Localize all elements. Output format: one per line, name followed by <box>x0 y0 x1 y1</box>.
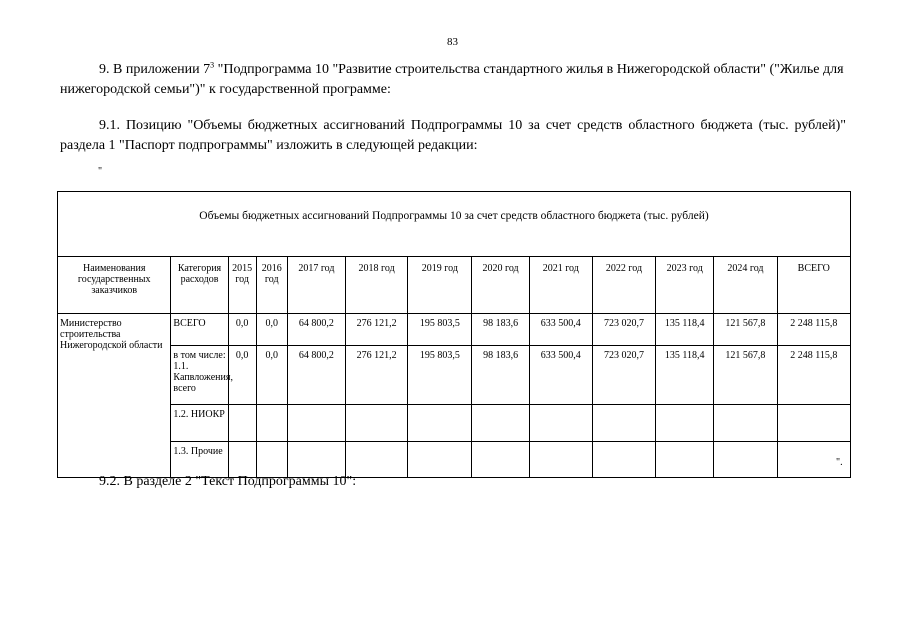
value-cell <box>714 405 777 442</box>
value-cell <box>346 405 408 442</box>
value-cell: 135 118,4 <box>656 314 714 346</box>
opening-quote: " <box>98 166 103 177</box>
value-cell: 98 183,6 <box>472 314 529 346</box>
header-cell: 2017 год <box>287 257 345 314</box>
header-cell: 2023 год <box>656 257 714 314</box>
header-cell: 2016 год <box>256 257 287 314</box>
category-cell: ВСЕГО <box>171 314 228 346</box>
organization-cell: Министерство строительства Нижегородской области <box>58 314 171 478</box>
header-cell: 2024 год <box>714 257 777 314</box>
paragraph-9 <box>60 60 846 100</box>
paragraph-9-2: 9.2. В разделе 2 "Текст Подпрограммы 10": <box>99 474 357 489</box>
value-cell: 64 800,2 <box>287 346 345 405</box>
value-cell <box>408 405 472 442</box>
table-row <box>58 346 851 405</box>
value-cell: 276 121,2 <box>346 346 408 405</box>
value-cell: 195 803,5 <box>408 346 472 405</box>
paragraph-9-superscript: 3 <box>210 60 215 70</box>
header-cell: Категория расходов <box>171 257 228 314</box>
value-cell: 633 500,4 <box>529 314 592 346</box>
header-cell: 2020 год <box>472 257 529 314</box>
value-cell <box>714 442 777 478</box>
value-cell <box>228 405 256 442</box>
value-cell <box>256 405 287 442</box>
value-cell: 0,0 <box>228 346 256 405</box>
value-cell: 98 183,6 <box>472 346 529 405</box>
value-cell: 121 567,8 <box>714 346 777 405</box>
table-row <box>58 405 851 442</box>
header-cell: ВСЕГО <box>777 257 850 314</box>
header-cell: 2019 год <box>408 257 472 314</box>
value-cell <box>472 442 529 478</box>
value-cell: 723 020,7 <box>592 314 655 346</box>
table-row <box>58 314 851 346</box>
value-cell <box>529 405 592 442</box>
value-cell <box>777 405 850 442</box>
budget-table-body <box>58 192 851 478</box>
value-cell: 2 248 115,8 <box>777 314 850 346</box>
closing-quote: ". <box>836 457 843 468</box>
category-cell: 1.3. Прочие <box>171 442 228 478</box>
value-cell <box>656 442 714 478</box>
paragraph-9-end: "Подпрограмма 10 "Развитие строительства стандартного жилья в Нижегородской области" ("Жилье для нижегородской семьи")" к государственной программе: <box>60 62 844 97</box>
value-cell: 121 567,8 <box>714 314 777 346</box>
category-cell: в том числе: 1.1. Капвложения, всего <box>171 346 228 405</box>
value-cell: 135 118,4 <box>656 346 714 405</box>
value-cell <box>287 405 345 442</box>
value-cell: 2 248 115,8 <box>777 346 850 405</box>
table-title-row <box>58 192 851 257</box>
header-cell: 2018 год <box>346 257 408 314</box>
header-cell: 2015 год <box>228 257 256 314</box>
value-cell <box>408 442 472 478</box>
value-cell <box>592 405 655 442</box>
paragraph-9-start: 9. В приложении 7 <box>99 62 211 77</box>
paragraph-9-1: 9.1. Позицию "Объемы бюджетных ассигнований Подпрограммы 10 за счет средств областного бюджета (тыс. рублей)" раздела 1 "Паспорт подпрограммы" изложить в следующей редакции: <box>60 118 846 153</box>
header-cell: 2021 год <box>529 257 592 314</box>
table-header-row <box>58 257 851 314</box>
value-cell: 0,0 <box>256 314 287 346</box>
value-cell: 195 803,5 <box>408 314 472 346</box>
value-cell: 64 800,2 <box>287 314 345 346</box>
value-cell: 276 121,2 <box>346 314 408 346</box>
header-cell: 2022 год <box>592 257 655 314</box>
value-cell: 723 020,7 <box>592 346 655 405</box>
header-cell: Наименования государственных заказчиков <box>58 257 171 314</box>
value-cell <box>529 442 592 478</box>
category-cell: 1.2. НИОКР <box>171 405 228 442</box>
value-cell: 0,0 <box>228 314 256 346</box>
value-cell: 633 500,4 <box>529 346 592 405</box>
page-number: 83 <box>447 36 458 48</box>
table-title: Объемы бюджетных ассигнований Подпрограммы 10 за счет средств областного бюджета (тыс. рублей) <box>58 192 851 257</box>
value-cell <box>592 442 655 478</box>
value-cell <box>656 405 714 442</box>
budget-table <box>57 191 851 478</box>
value-cell <box>472 405 529 442</box>
value-cell: 0,0 <box>256 346 287 405</box>
